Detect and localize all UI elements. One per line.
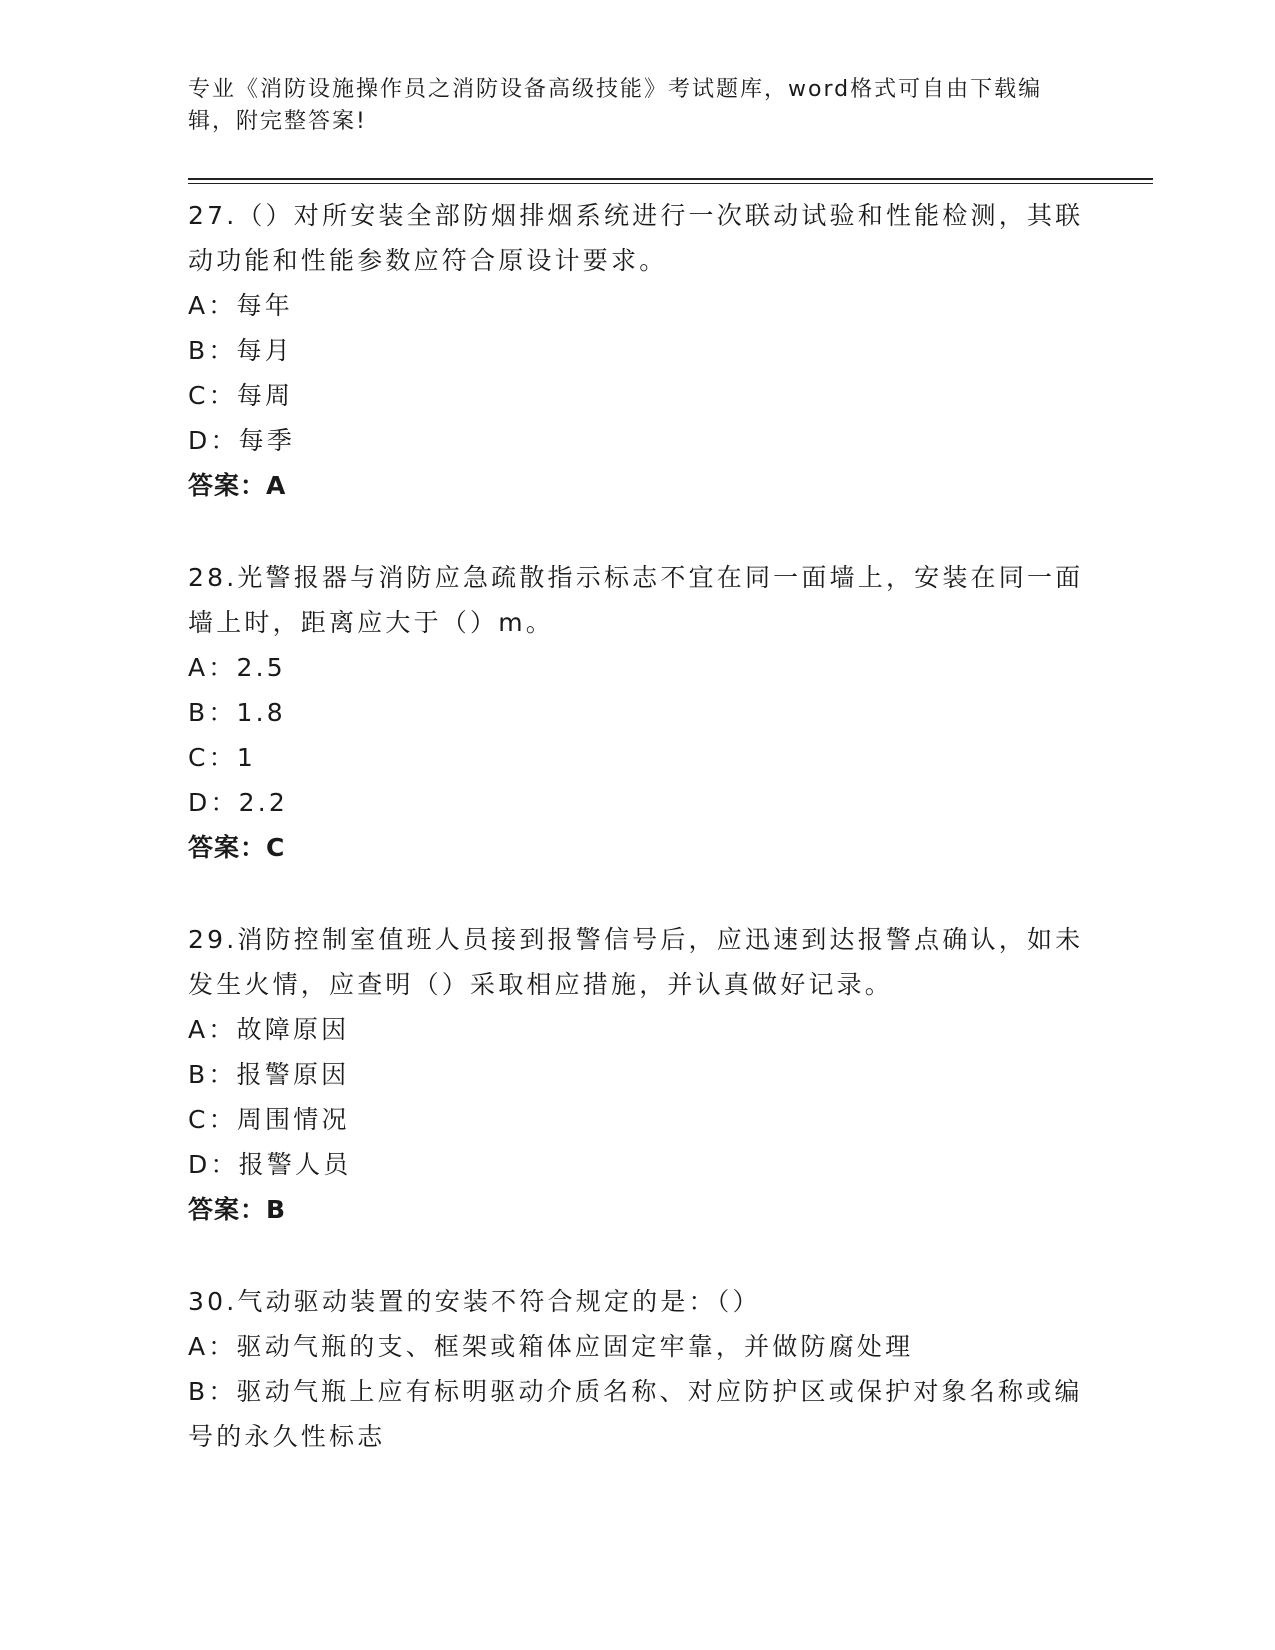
question-stem: 28.光警报器与消防应急疏散指示标志不宜在同一面墙上，安装在同一面墙上时，距离应大于（）m。	[188, 563, 1084, 637]
question-27	[188, 193, 1088, 508]
option-a: A：故障原因	[188, 1015, 350, 1044]
option-b: B：每月	[188, 336, 293, 365]
answer-line: 答案：B	[188, 1195, 287, 1224]
question-28	[188, 555, 1088, 870]
option-b: B：1.8	[188, 698, 286, 727]
option-a: A：每年	[188, 291, 293, 320]
question-stem: 29.消防控制室值班人员接到报警信号后，应迅速到达报警点确认，如未发生火情，应查明（）采取相应措施，并认真做好记录。	[188, 925, 1084, 999]
answer-line: 答案：C	[188, 833, 286, 862]
option-c: C：周围情况	[188, 1105, 350, 1134]
header-divider-thin	[188, 183, 1153, 184]
option-d: D：每季	[188, 426, 296, 455]
question-stem: 30.气动驱动装置的安装不符合规定的是：（）	[188, 1287, 761, 1316]
option-a: A：驱动气瓶的支、框架或箱体应固定牢靠，并做防腐处理	[188, 1332, 914, 1361]
option-c: C：1	[188, 743, 256, 772]
question-list	[188, 193, 1088, 1506]
option-d: D：报警人员	[188, 1150, 352, 1179]
question-30	[188, 1279, 1088, 1459]
option-b: B：报警原因	[188, 1060, 350, 1089]
option-a: A：2.5	[188, 653, 286, 682]
question-stem: 27.（）对所安装全部防烟排烟系统进行一次联动试验和性能检测，其联动功能和性能参数应符合原设计要求。	[188, 201, 1084, 275]
option-d: D：2.2	[188, 788, 289, 817]
option-b: B：驱动气瓶上应有标明驱动介质名称、对应防护区或保护对象名称或编号的永久性标志	[188, 1377, 1083, 1451]
header-divider-thick	[188, 178, 1153, 180]
document-header: 专业《消防设施操作员之消防设备高级技能》考试题库，word格式可自由下载编辑，附完整答案!	[188, 77, 1043, 134]
option-c: C：每周	[188, 381, 294, 410]
question-29	[188, 917, 1088, 1232]
answer-line: 答案：A	[188, 471, 287, 500]
